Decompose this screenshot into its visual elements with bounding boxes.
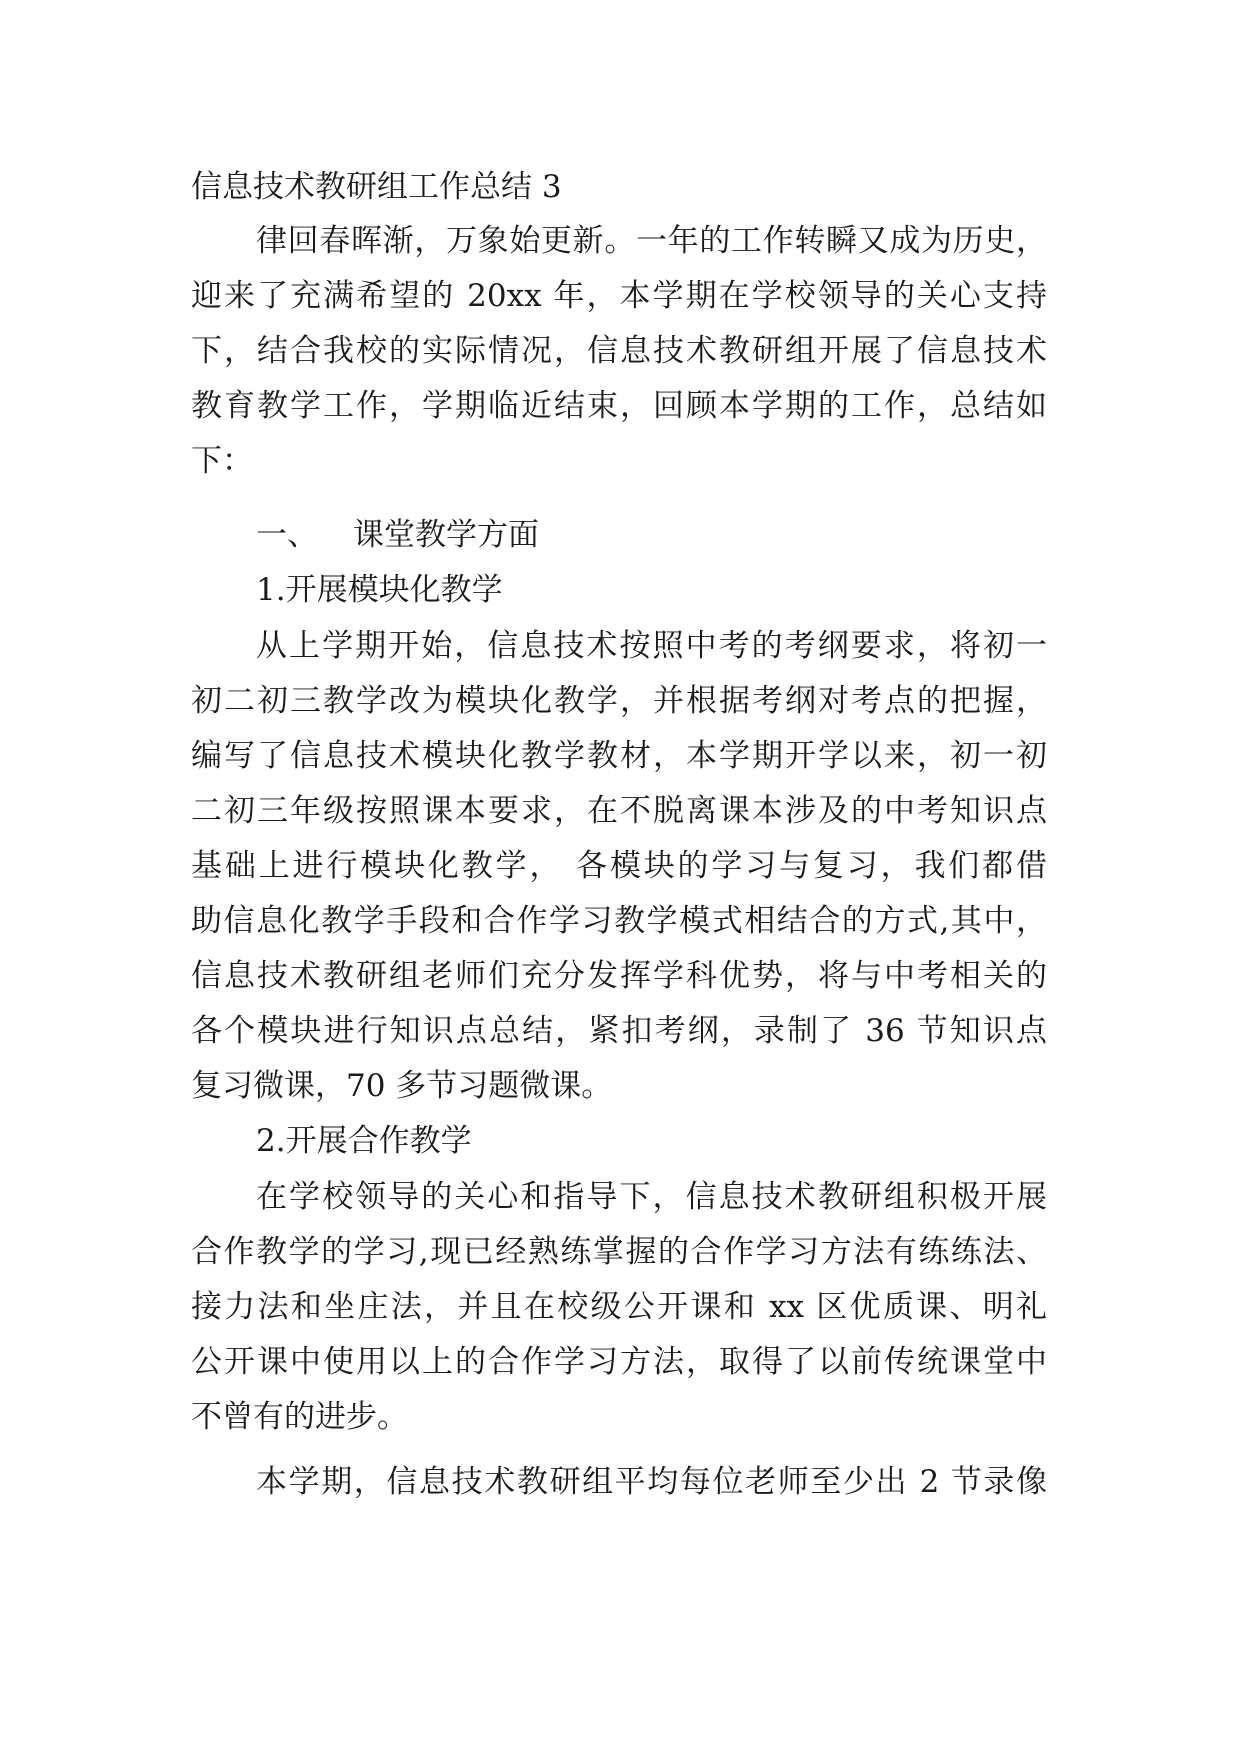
section-heading-text: 课堂教学方面 [353, 517, 539, 553]
paragraph-line [0, 617, 1241, 675]
line-text: 在学校领导的关心和指导下，信息技术教研组积极开展 [256, 1179, 1047, 1215]
paragraph-line [0, 267, 1241, 325]
paragraph-line [0, 1168, 1241, 1226]
paragraph-line [0, 322, 1241, 380]
paragraph-line [0, 1223, 1241, 1281]
line-text: 不曾有的进步。 [191, 1399, 408, 1435]
line-text: 公开课中使用以上的合作学习方法，取得了以前传统课堂中 [191, 1344, 1047, 1380]
line-text: 下： [191, 443, 253, 479]
line-text: 本学期，信息技术教研组平均每位老师至少出 2 节录像 [256, 1464, 1047, 1500]
subheading-2 [0, 1112, 1241, 1170]
paragraph-line [0, 782, 1241, 840]
line-text: 复习微课，70 多节习题微课。 [191, 1068, 613, 1104]
paragraph-line [0, 1453, 1241, 1511]
paragraph-line [0, 837, 1241, 895]
section-number: 一、 [256, 517, 318, 553]
paragraph-line [0, 1057, 1241, 1115]
line-text: 迎来了充满希望的 20xx 年，本学期在学校领导的关心支持 [191, 278, 1047, 314]
subheading-text: 1.开展模块化教学 [256, 572, 503, 608]
paragraph-line [0, 1388, 1241, 1446]
paragraph-line [0, 212, 1241, 270]
paragraph-line [0, 892, 1241, 950]
line-text: 下，结合我校的实际情况，信息技术教研组开展了信息技术 [191, 333, 1047, 369]
paragraph-line [0, 727, 1241, 785]
paragraph-line [0, 1333, 1241, 1391]
subheading-1 [0, 561, 1241, 619]
line-text: 二初三年级按照课本要求，在不脱离课本涉及的中考知识点 [191, 793, 1047, 829]
title-text: 信息技术教研组工作总结 3 [191, 169, 562, 205]
subheading-text: 2.开展合作教学 [256, 1123, 472, 1159]
paragraph-line [0, 1002, 1241, 1060]
line-text: 接力法和坐庄法，并且在校级公开课和 xx 区优质课、明礼 [191, 1289, 1047, 1325]
line-text: 信息技术教研组老师们充分发挥学科优势，将与中考相关的 [191, 958, 1047, 994]
line-text: 编写了信息技术模块化教学教材，本学期开学以来，初一初 [191, 738, 1047, 774]
paragraph-line [0, 672, 1241, 730]
document-title [0, 158, 1241, 216]
paragraph-line [0, 432, 1241, 490]
line-text: 助信息化教学手段和合作学习教学模式相结合的方式,其中， [191, 903, 1047, 939]
paragraph-line [0, 377, 1241, 435]
line-text: 律回春晖渐，万象始更新。一年的工作转瞬又成为历史， [256, 223, 1047, 259]
line-text: 基础上进行模块化教学， 各模块的学习与复习，我们都借 [191, 848, 1047, 884]
line-text: 从上学期开始，信息技术按照中考的考纲要求，将初一 [256, 628, 1047, 664]
paragraph-line [0, 1278, 1241, 1336]
line-text: 初二初三教学改为模块化教学，并根据考纲对考点的把握， [191, 683, 1047, 719]
paragraph-line [0, 947, 1241, 1005]
line-text: 各个模块进行知识点总结，紧扣考纲，录制了 36 节知识点 [191, 1013, 1047, 1049]
section-heading [0, 506, 1241, 564]
line-text: 教育教学工作，学期临近结束，回顾本学期的工作，总结如 [191, 388, 1047, 424]
line-text: 合作教学的学习,现已经熟练掌握的合作学习方法有练练法、 [191, 1234, 1047, 1270]
